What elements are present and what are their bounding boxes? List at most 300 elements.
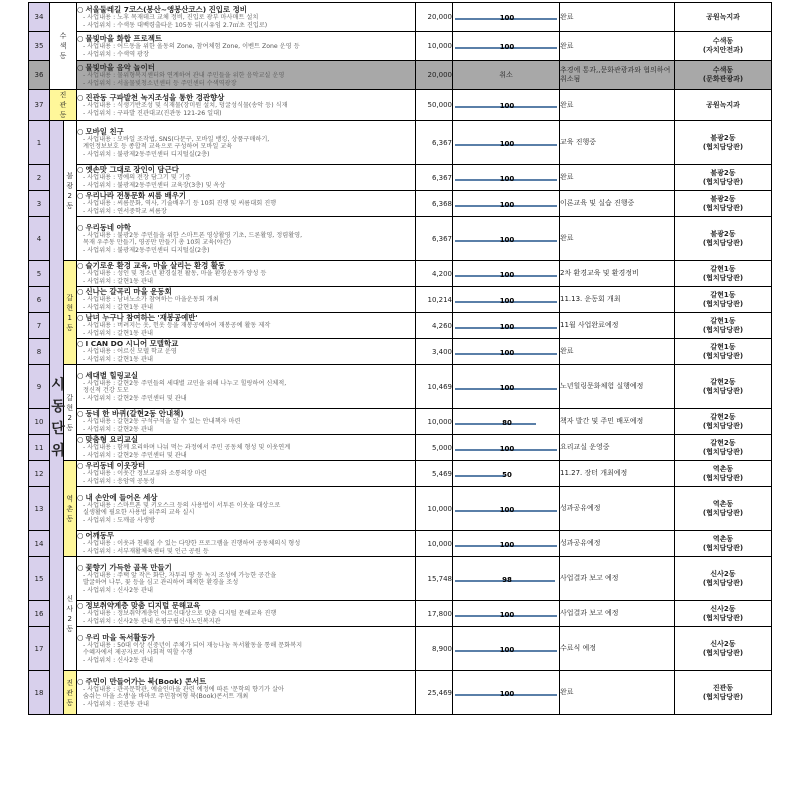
progress-cell — [453, 261, 560, 287]
project-detail: - 사업내용 : 어드동을 위한 올동의 Zone, 참여체험 Zone, 이벤트 Zone 운영 등 — [83, 42, 300, 50]
department-name: (협치담당관) — [702, 177, 744, 186]
department-name: 공원녹지과 — [706, 12, 740, 21]
progress-cell — [453, 165, 560, 191]
table-row — [29, 165, 772, 191]
project-cell — [77, 90, 416, 121]
row-number: 12 — [29, 461, 50, 487]
project-detail: - 사업내용 : 물위형복지센터와 연계하여 관내 주민들을 위한 음악교실 운영 — [83, 71, 285, 79]
project-detail: - 사업위치 : 신사2동 관내 — [83, 656, 153, 664]
budget-amount: 20,000 — [416, 61, 453, 90]
department-cell — [675, 61, 772, 90]
row-number: 37 — [29, 90, 50, 121]
table-row — [29, 32, 772, 61]
circle-bullet-icon: ○ — [77, 339, 84, 349]
project-detail: - 사업위치 : 서부재활체육센터 및 인근 공원 등 — [83, 548, 209, 555]
project-cell — [77, 461, 416, 487]
project-title-text: 신나는 갈곡리 마을 운동회 — [85, 287, 172, 297]
budget-amount: 4,260 — [416, 313, 453, 339]
project-title — [77, 5, 415, 14]
region-label — [50, 121, 64, 715]
budget-amount: 10,214 — [416, 287, 453, 313]
progress-value: 100 — [499, 322, 515, 331]
project-detail: - 사업내용 : 노후 목재데크 교체 정비, 진입로 광부 마사매트 설치 — [83, 13, 259, 21]
row-number: 18 — [29, 671, 50, 715]
project-title — [77, 493, 415, 502]
project-title — [77, 34, 415, 43]
progress-value: 100 — [499, 43, 515, 51]
table-row — [29, 461, 772, 487]
project-detail: - 사업위치 : 응암역 공동성 — [83, 478, 155, 485]
progress-status: 취소 — [499, 71, 513, 79]
project-detail: - 사업내용 : 씨름문화, 역사, 기술배우기 등 10회 진행 및 씨름대회 진행 — [83, 200, 277, 208]
progress-value: 100 — [499, 296, 515, 305]
department-name: 신사2동 — [710, 639, 736, 648]
status-note: 사업결과 보고 예정 — [560, 601, 675, 627]
project-cell — [77, 287, 416, 313]
project-cell — [77, 601, 416, 627]
project-title-text: 우리동네 이웃장터 — [85, 461, 146, 471]
table-row — [29, 557, 772, 601]
table-row — [29, 121, 772, 165]
department-cell — [675, 365, 772, 409]
project-detail: 계인정보보호 등 종합적 교육으로 구성하여 모바일 교육 — [83, 143, 233, 151]
project-detail: - 사업위치 : 갈현2동 주민센터 및 관내 — [83, 394, 187, 402]
status-note: 요리교실 운영중 — [560, 435, 675, 461]
circle-bullet-icon: ○ — [77, 632, 84, 642]
project-title-text: 우리동네 야학 — [85, 222, 131, 232]
department-name: (협치담당관) — [702, 238, 744, 247]
department-name: 수색동 — [712, 66, 734, 74]
progress-value: 100 — [499, 348, 515, 357]
progress-cell — [453, 61, 560, 90]
table-row — [29, 313, 772, 339]
project-title-text: 우리나라 전통문화 씨름 배우기 — [85, 191, 186, 201]
progress-cell — [453, 217, 560, 261]
progress-value: 100 — [499, 200, 515, 209]
budget-amount: 25,469 — [416, 671, 453, 715]
department-name: 진관동 — [712, 683, 734, 692]
project-cell — [77, 409, 416, 435]
project-detail: - 사업내용 : 갈현2동 구석구석을 알 수 있는 안내책자 마련 — [83, 418, 241, 426]
row-number: 17 — [29, 627, 50, 671]
project-detail: - 사업내용 : 50대 이상 신중년이 주체가 되어 재능나눔 독서활동을 통해 문화복지 — [83, 641, 303, 649]
circle-bullet-icon: ○ — [77, 191, 84, 201]
progress-cell — [453, 487, 560, 531]
circle-bullet-icon: ○ — [77, 562, 84, 572]
progress-value: 100 — [499, 102, 515, 110]
progress-value: 100 — [499, 645, 515, 654]
circle-bullet-icon: ○ — [77, 461, 84, 471]
project-title — [77, 563, 415, 572]
project-detail: - 사업위치 : 신사2동 관내 — [83, 586, 153, 594]
project-title — [77, 63, 415, 72]
table-row — [29, 90, 772, 121]
department-cell — [675, 121, 772, 165]
dong-text: 진관동 — [66, 678, 74, 707]
project-detail: - 사업내용 : 스마트폰 및 키오스크 등의 사용법이 서투른 이웃을 대상으로 — [83, 501, 281, 509]
department-name: (협치담당관) — [702, 421, 744, 430]
department-name: 역촌동 — [712, 499, 734, 508]
circle-bullet-icon: ○ — [77, 370, 84, 380]
department-name: (협치담당관) — [702, 299, 744, 308]
table-row — [29, 61, 772, 90]
project-cell — [77, 261, 416, 287]
dong-text: 갈현1동 — [66, 293, 74, 332]
department-cell — [675, 601, 772, 627]
dong-label — [63, 461, 77, 557]
project-detail: - 사업내용 : 어르신 모델 학교 운영 — [83, 348, 177, 356]
circle-bullet-icon: ○ — [77, 62, 84, 72]
dong-text: 진관동 — [59, 91, 67, 119]
progress-cell — [453, 3, 560, 32]
status-note: 11월 사업완료예정 — [560, 313, 675, 339]
project-detail: - 사업내용 : 이웃과 친해질 수 있는 다양한 프로그램을 진행하여 공동체의식 형성 — [83, 540, 301, 548]
status-note: 2차 환경교육 및 환경정비 — [560, 261, 675, 287]
project-title — [77, 633, 415, 642]
table-row — [29, 191, 772, 217]
progress-cell — [453, 191, 560, 217]
status-note: 완료 — [560, 3, 675, 32]
project-detail: 숨쉬는 마을 소생'을 바마로 주민참여형 북(Book)콘서트 개최 — [83, 693, 249, 701]
project-detail: - 사업위치 : 갈현1동 관내 — [83, 356, 153, 363]
progress-cell — [453, 90, 560, 121]
circle-bullet-icon: ○ — [77, 287, 84, 297]
project-detail: - 사업위치 : 진관동 관내 — [83, 700, 149, 708]
department-name: (협치담당관) — [702, 613, 744, 622]
status-note: 11.27. 장터 개최예정 — [560, 461, 675, 487]
status-note: 성과공유예정 — [560, 531, 675, 557]
row-number: 9 — [29, 365, 50, 409]
project-cell — [77, 435, 416, 461]
circle-bullet-icon: ○ — [77, 435, 84, 445]
dong-label — [63, 121, 77, 261]
row-number: 13 — [29, 487, 50, 531]
progress-value: 100 — [499, 444, 515, 453]
dong-text: 신사2동 — [66, 594, 74, 633]
circle-bullet-icon: ○ — [77, 92, 84, 102]
project-detail: - 사업내용 : 버려지는 옷, 헌옷 등을 재봉공예하여 재봉공예 활동 제작 — [83, 322, 271, 330]
dong-text: 갈현2동 — [66, 393, 74, 432]
department-name: 갈현1동 — [710, 342, 736, 351]
region-text: 시동단위 — [51, 376, 65, 459]
project-detail: - 사업내용 : 정보취약계층인 어르신대상으로 맞춤 디지털 문해교육 진행 — [83, 610, 277, 618]
project-detail: - 사업내용 : 관곡문학관, 예술인마을 관련 예정에 따른 '문학의 향기가 살아 — [83, 685, 284, 693]
row-number: 36 — [29, 61, 50, 90]
project-title-text: 물빛마을 화합 프로젝트 — [85, 33, 162, 43]
circle-bullet-icon: ○ — [77, 492, 84, 502]
budget-amount: 10,469 — [416, 365, 453, 409]
table-row — [29, 287, 772, 313]
project-cell — [77, 165, 416, 191]
circle-bullet-icon: ○ — [77, 4, 84, 14]
row-number: 14 — [29, 531, 50, 557]
project-detail: - 사업내용 : 주택 앞 작은 화단, 자투리 땅 등 녹지 조성에 가능한 공간을 — [83, 571, 277, 579]
status-note: 이론교육 및 실습 진행중 — [560, 191, 675, 217]
row-number: 34 — [29, 3, 50, 32]
department-cell — [675, 217, 772, 261]
project-detail: - 사업내용 : 모바일 조작법, SNS(다문구, 모바일 뱅킹, 상품구매하기, — [83, 135, 270, 143]
department-cell — [675, 287, 772, 313]
progress-cell — [453, 671, 560, 715]
budget-amount: 6,367 — [416, 217, 453, 261]
project-table — [28, 2, 772, 715]
row-number: 10 — [29, 409, 50, 435]
circle-bullet-icon: ○ — [77, 33, 84, 43]
progress-cell — [453, 557, 560, 601]
project-detail: - 사업위치 : 연서중학교 씨름장 — [83, 208, 167, 215]
department-name: 갈현1동 — [710, 290, 736, 299]
circle-bullet-icon: ○ — [77, 261, 84, 271]
table-row — [29, 217, 772, 261]
progress-value: 100 — [499, 540, 515, 549]
department-cell — [675, 531, 772, 557]
department-name: 불광2동 — [710, 133, 736, 142]
project-title — [77, 93, 415, 102]
dong-text: 불광2동 — [66, 171, 74, 210]
department-name: (협치담당관) — [702, 692, 744, 701]
project-title-text: 물빛마을 음악 놀이터 — [85, 62, 155, 72]
project-detail: - 사업내용 : 남녀노소가 참여하는 마을운동회 개최 — [83, 296, 219, 304]
department-cell — [675, 671, 772, 715]
project-cell — [77, 121, 416, 165]
department-name: (협치담당관) — [702, 351, 744, 360]
project-cell — [77, 487, 416, 531]
progress-cell — [453, 32, 560, 61]
project-cell — [77, 61, 416, 90]
row-number: 35 — [29, 32, 50, 61]
project-detail: - 사업내용 : 갈현2동 주민들의 세대별 교민을 위해 나누고 힐링하여 신체적, — [83, 379, 287, 387]
table-row — [29, 261, 772, 287]
project-detail: - 사업위치 : 불광제2동주민센터 디지털실(2층) — [83, 246, 210, 254]
project-detail: - 사업위치 : 불광제2동주민센터 교육장(3층) 및 옥상 — [83, 182, 226, 189]
status-note: 추경에 통과,,문화관광과와 협의하여 취소됨 — [560, 61, 675, 90]
department-name: (협치담당관) — [702, 273, 744, 282]
progress-cell — [453, 627, 560, 671]
budget-amount: 5,469 — [416, 461, 453, 487]
progress-cell — [453, 461, 560, 487]
progress-cell — [453, 409, 560, 435]
progress-cell — [453, 601, 560, 627]
row-number: 16 — [29, 601, 50, 627]
circle-bullet-icon: ○ — [77, 531, 84, 541]
department-name: 역촌동 — [712, 464, 734, 473]
project-detail: - 사업내용 : 명예의 전장 담그기 및 기증 — [83, 174, 191, 182]
progress-value: 98 — [502, 575, 512, 584]
department-name: (협치담당관) — [702, 203, 744, 212]
table-row — [29, 601, 772, 627]
dong-label — [50, 3, 77, 90]
status-note: 책자 발간 및 주민 배포예정 — [560, 409, 675, 435]
row-number: 6 — [29, 287, 50, 313]
circle-bullet-icon: ○ — [77, 126, 84, 136]
project-detail: - 사업위치 : 불광제2동주민센터 디지털실(2층) — [83, 150, 210, 158]
progress-cell — [453, 365, 560, 409]
row-number: 3 — [29, 191, 50, 217]
progress-value: 100 — [499, 139, 515, 148]
status-note: 수료식 예정 — [560, 627, 675, 671]
project-title — [77, 371, 415, 380]
status-note: 완료 — [560, 90, 675, 121]
budget-amount: 6,368 — [416, 191, 453, 217]
circle-bullet-icon: ○ — [77, 222, 84, 232]
status-note: 교육 진행중 — [560, 121, 675, 165]
project-cell — [77, 671, 416, 715]
department-name: 공원녹지과 — [706, 100, 740, 109]
progress-value: 80 — [502, 418, 512, 427]
project-title-text: 꽃향기 가득한 골목 만들기 — [85, 562, 172, 572]
project-title-text: 세대별 힐링교실 — [85, 370, 139, 380]
project-detail: 수혜자에서 제공자로서 사회적 역할 수행 — [83, 649, 193, 657]
department-name: 갈현2동 — [710, 412, 736, 421]
department-cell — [675, 191, 772, 217]
department-name: (자치안전과) — [702, 46, 744, 54]
department-cell — [675, 627, 772, 671]
budget-amount: 20,000 — [416, 3, 453, 32]
row-number: 11 — [29, 435, 50, 461]
project-detail: - 사업내용 : 함께 요리하며 나눠 먹는 과정에서 주민 공동체 형성 및 이웃연계 — [83, 444, 291, 452]
budget-amount: 10,000 — [416, 531, 453, 557]
department-name: (협치담당관) — [702, 508, 744, 517]
project-detail: - 사업위치 : 갈현2동 주민센터 및 관내 — [83, 452, 187, 459]
project-detail: - 사업위치 : 구파발 진관대교(진관동 121-26 일대) — [83, 109, 222, 117]
table-row — [29, 531, 772, 557]
row-number: 2 — [29, 165, 50, 191]
budget-amount: 8,900 — [416, 627, 453, 671]
project-title-text: 남녀 누구나 참여하는 '재봉공예반' — [85, 313, 198, 323]
project-detail: 정신적 건강 도모 — [83, 387, 129, 395]
project-cell — [77, 557, 416, 601]
progress-value: 50 — [502, 470, 512, 479]
project-title-text: 어깨동무 — [85, 531, 115, 541]
dong-text: 역촌동 — [66, 494, 74, 523]
table-row — [29, 435, 772, 461]
budget-amount: 10,000 — [416, 32, 453, 61]
project-detail: - 사업내용 : 식생기반조성 및 식재물(장미원 설치, 덩굴성식물(송악 등) 식재 — [83, 101, 288, 109]
department-name: 불광2동 — [710, 168, 736, 177]
department-name: 신사2동 — [710, 569, 736, 578]
status-note: 성과공유예정 — [560, 487, 675, 531]
row-number: 8 — [29, 339, 50, 365]
department-cell — [675, 90, 772, 121]
row-number: 7 — [29, 313, 50, 339]
row-number: 1 — [29, 121, 50, 165]
progress-value: 100 — [499, 270, 515, 279]
project-cell — [77, 217, 416, 261]
status-note: 11.13. 운동회 개최 — [560, 287, 675, 313]
budget-amount: 3,400 — [416, 339, 453, 365]
project-detail: - 사업위치 : 수색역 광장 — [83, 50, 149, 58]
progress-value: 100 — [499, 383, 515, 392]
project-cell — [77, 531, 416, 557]
progress-cell — [453, 339, 560, 365]
project-detail: 발굴하여 나무, 꽃 등을 심고 관리하여 쾌적한 환경을 조성 — [83, 579, 239, 587]
project-title — [77, 677, 415, 686]
department-name: 불광2동 — [710, 194, 736, 203]
progress-cell — [453, 121, 560, 165]
project-cell — [77, 191, 416, 217]
table-row — [29, 487, 772, 531]
department-cell — [675, 487, 772, 531]
budget-amount: 4,200 — [416, 261, 453, 287]
department-name: 수색동 — [712, 37, 734, 45]
department-name: (협치담당관) — [702, 142, 744, 151]
project-detail: - 사업위치 : 신사2동 관내 은평구립신사노인복지관 — [83, 618, 221, 625]
progress-value: 100 — [499, 689, 515, 698]
budget-amount: 10,000 — [416, 487, 453, 531]
department-cell — [675, 557, 772, 601]
department-name: (협치담당관) — [702, 578, 744, 587]
department-name: (협치담당관) — [702, 325, 744, 334]
row-number: 4 — [29, 217, 50, 261]
department-cell — [675, 261, 772, 287]
progress-value: 100 — [499, 610, 515, 619]
project-cell — [77, 627, 416, 671]
row-number: 5 — [29, 261, 50, 287]
progress-value: 100 — [499, 14, 515, 22]
department-name: 역촌동 — [712, 534, 734, 543]
project-title-text: 진관동 구파발천 녹지조성을 통한 경관향상 — [85, 92, 225, 102]
project-cell — [77, 32, 416, 61]
department-cell — [675, 435, 772, 461]
project-title-text: I CAN DO 시니어 모델학교 — [85, 339, 179, 349]
project-title-text: 정보취약계층 맞춤 디지털 문해교육 — [85, 601, 201, 611]
budget-amount: 10,000 — [416, 409, 453, 435]
progress-cell — [453, 287, 560, 313]
department-cell — [675, 32, 772, 61]
department-cell — [675, 165, 772, 191]
status-note: 완료 — [560, 217, 675, 261]
department-name: (협치담당관) — [702, 648, 744, 657]
table-row — [29, 3, 772, 32]
progress-value: 100 — [499, 505, 515, 514]
project-title-text: 주민이 만들어가는 북(Book) 콘서트 — [85, 676, 207, 686]
department-name: 갈현2동 — [710, 377, 736, 386]
circle-bullet-icon: ○ — [77, 676, 84, 686]
project-cell — [77, 3, 416, 32]
circle-bullet-icon: ○ — [77, 313, 84, 323]
dong-label — [63, 671, 77, 715]
project-detail: 목재 우주동 만들기, 영공만 만들기 총 10회 교육(야간) — [83, 239, 231, 247]
status-note: 완료 — [560, 32, 675, 61]
project-title-text: 내 손안에 들어온 세상 — [85, 492, 158, 502]
budget-amount: 50,000 — [416, 90, 453, 121]
project-cell — [77, 339, 416, 365]
department-cell — [675, 461, 772, 487]
department-name: (협치담당관) — [702, 447, 744, 456]
budget-amount: 15,748 — [416, 557, 453, 601]
progress-cell — [453, 435, 560, 461]
department-cell — [675, 3, 772, 32]
budget-amount: 6,367 — [416, 165, 453, 191]
table-row — [29, 339, 772, 365]
table-row — [29, 671, 772, 715]
dong-label — [50, 90, 77, 121]
dong-label — [63, 261, 77, 365]
project-title — [77, 127, 415, 136]
department-cell — [675, 313, 772, 339]
department-name: 불광2동 — [710, 229, 736, 238]
department-name: 갈현2동 — [710, 438, 736, 447]
progress-cell — [453, 531, 560, 557]
project-detail: - 사업위치 : 수색동 대백령출타운 105동 뒤(시유임 2.7㎡초 진입로) — [83, 21, 268, 29]
project-detail: - 사업위치 : 갈현1동 관내 — [83, 330, 153, 337]
project-title-text: 모바일 친구 — [85, 126, 124, 136]
status-note: 사업결과 보고 예정 — [560, 557, 675, 601]
project-title-text: 슬기로운 환경 교육, 마을 살리는 환경 활동 — [85, 261, 226, 271]
project-title-text: 동네 한 바퀴(갈현2동 안내책) — [85, 409, 184, 419]
project-title-text: 맞춤형 요리교실 — [85, 435, 139, 445]
department-name: 갈현1동 — [710, 316, 736, 325]
